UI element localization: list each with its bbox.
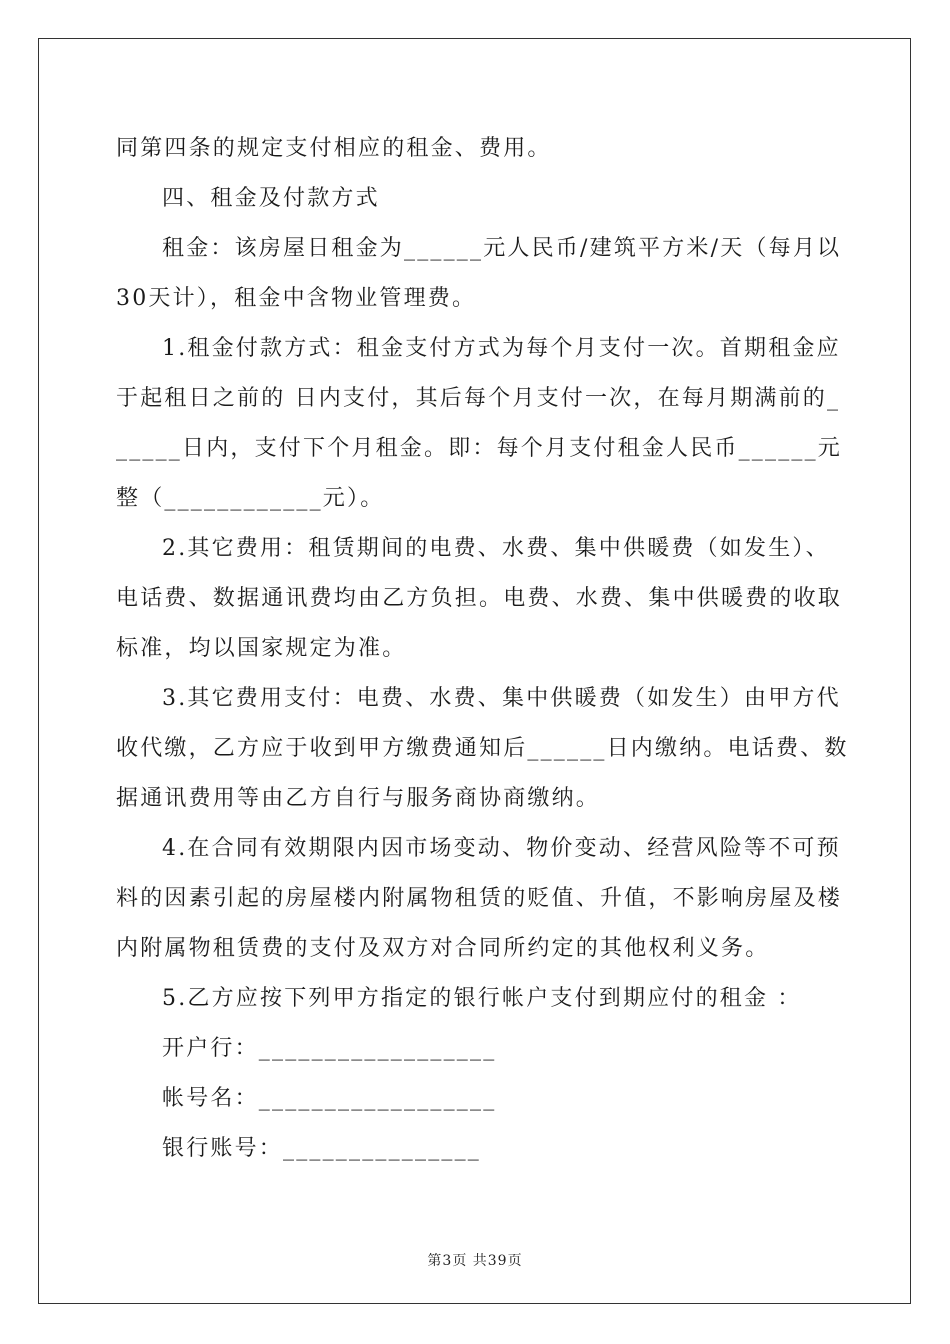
text-line: 30天计），租金中含物业管理费。 [116, 286, 477, 311]
text-line: 整（____________元）。 [116, 486, 385, 511]
page-number: 第3页 共39页 [427, 1253, 523, 1269]
text-line: 4.在合同有效期限内因市场变动、物价变动、经营风险等不可预 [162, 836, 841, 861]
section-heading: 四、租金及付款方式 [162, 186, 380, 211]
text-line: 租金：该房屋日租金为______元人民币/建筑平方米/天（每月以 [162, 236, 842, 261]
text-line: _____日内，支付下个月租金。即：每个月支付租金人民币______元 [116, 436, 843, 461]
text-line: 据通讯费用等由乙方自行与服务商协商缴纳。 [116, 786, 601, 811]
text-line: 3.其它费用支付：电费、水费、集中供暖费（如发生）由甲方代 [162, 686, 841, 711]
text-line: 5.乙方应按下列甲方指定的银行帐户支付到期应付的租金 ： [162, 986, 802, 1011]
text-line: 标准，均以国家规定为准。 [116, 636, 407, 661]
text-line: 于起租日之前的 日内支付，其后每个月支付一次，在每月期满前的_ [116, 386, 841, 411]
text-line: 料的因素引起的房屋楼内附属物租赁的贬值、升值，不影响房屋及楼 [116, 886, 843, 911]
text-line: 收代缴，乙方应于收到甲方缴费通知后______日内缴纳。电话费、数 [116, 736, 849, 761]
text-line: 电话费、数据通讯费均由乙方负担。电费、水费、集中供暖费的收取 [116, 586, 843, 611]
text-line: 2.其它费用：租赁期间的电费、水费、集中供暖费（如发生）、 [162, 536, 830, 561]
text-line: 内附属物租赁费的支付及双方对合同所约定的其他权利义务。 [116, 936, 770, 961]
bank-field-line: 开户行：__________________ [162, 1036, 497, 1061]
text-line: 1.租金付款方式：租金支付方式为每个月支付一次。首期租金应 [162, 336, 841, 361]
text-line: 同第四条的规定支付相应的租金、费用。 [116, 136, 552, 161]
account-name-line: 帐号名：__________________ [162, 1086, 497, 1111]
document-body [116, 124, 849, 1174]
account-number-line: 银行账号：_______________ [162, 1136, 482, 1161]
